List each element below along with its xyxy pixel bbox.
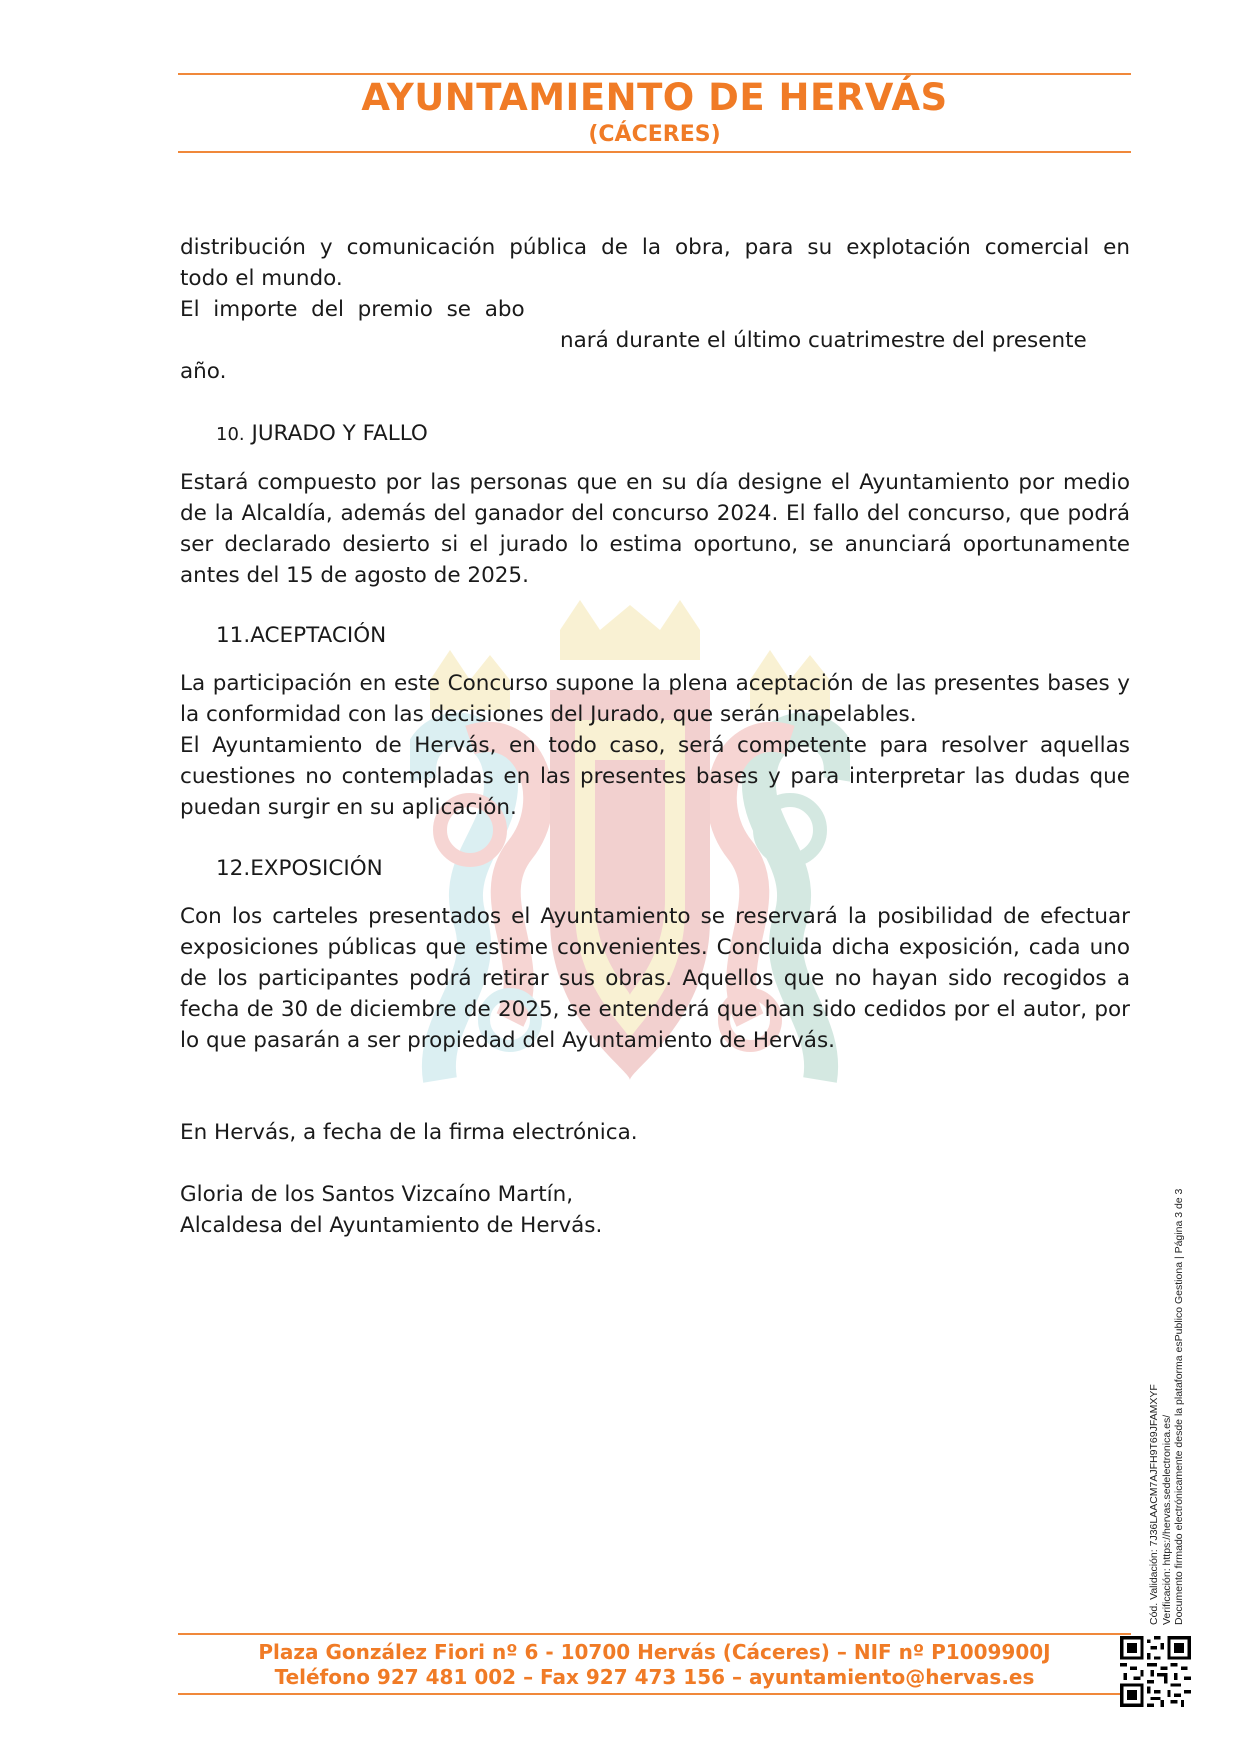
footer-contact: Teléfono 927 481 002 – Fax 927 473 156 – ayuntamiento@hervas.es [274, 1665, 1035, 1689]
section-paragraph: Con los carteles presentados el Ayuntamiento se reservará la posibilidad de efectuar exposiciones públicas que estime convenientes. Concluida dicha exposición, cada uno de los participantes podrá retirar sus obras. Aquellos que no hayan sido recogidos a fecha de 30 de diciembre de 2025, se entenderá que han sido cedidos por el autor, por lo que pasarán a ser propiedad del Ayuntamiento de Hervás. [180, 904, 1130, 1053]
footer-address: Plaza González Fiori nº 6 - 10700 Hervás (Cáceres) – NIF nº P1009900J [258, 1640, 1051, 1664]
qr-code[interactable] [1120, 1636, 1191, 1707]
header-subtitle: (CÁCERES) [588, 122, 721, 147]
intro-line-1: distribución y comunicación pública de la obra, para su explotación comercial en [180, 235, 1130, 260]
section-heading-exposicion [216, 853, 383, 884]
intro-line-2: todo el mundo. [180, 266, 343, 291]
section-paragraph: El Ayuntamiento de Hervás, en todo caso, será competente para resolver aquellas cuestiones no contempladas en las presentes bases y para interpretar las dudas que puedan surgir en su aplicación. [180, 733, 1130, 820]
header-top-rule [178, 73, 1131, 75]
section-number: 10. [216, 424, 245, 445]
importe-part-1: El importe del premio se abo [180, 297, 525, 322]
header-title: AYUNTAMIENTO DE HERVÁS [361, 76, 948, 119]
importe-part-2: nará durante el último cuatrimestre del presente [560, 328, 1087, 353]
footer-bottom-rule [178, 1693, 1131, 1695]
closing-text: En Hervás, a fecha de la firma electrónica. [180, 1120, 638, 1145]
verification-url: Verificación: https://hervas.sedelectronica.es/ [1160, 1414, 1173, 1625]
section-title: JURADO Y FALLO [251, 421, 428, 446]
section-number: 12. [216, 856, 251, 881]
verification-code: Cód. Validación: 7J36LAACM7AJFH9T69JFAMXYF [1148, 1384, 1160, 1625]
verification-page: Documento firmado electrónicamente desde la plataforma esPublico Gestiona | Página 3 de 3 [1173, 1188, 1185, 1625]
signer-name: Gloria de los Santos Vizcaíno Martín, [180, 1182, 574, 1207]
importe-part-3: año. [180, 359, 227, 384]
section-title: ACEPTACIÓN [250, 623, 387, 648]
section-number: 11. [216, 623, 251, 648]
header-bottom-rule [178, 151, 1131, 153]
section-heading-aceptacion [216, 620, 386, 651]
signer-role: Alcaldesa del Ayuntamiento de Hervás. [180, 1213, 603, 1238]
section-paragraph: Estará compuesto por las personas que en su día designe el Ayuntamiento por medio de la Alcaldía, además del ganador del concurso 2024. El fallo del concurso, que podrá ser declarado desierto si el jurado lo estima oportuno, se anunciará oportunamente antes del 15 de agosto de 2025. [180, 470, 1130, 588]
verification-text [1148, 1105, 1186, 1625]
footer-top-rule [178, 1633, 1131, 1635]
section-heading-jurado [216, 418, 428, 450]
section-title: EXPOSICIÓN [250, 856, 383, 881]
section-paragraph: La participación en este Concurso supone la plena aceptación de las presentes bases y la conformidad con las decisiones del Jurado, que serán inapelables. [180, 671, 1130, 727]
